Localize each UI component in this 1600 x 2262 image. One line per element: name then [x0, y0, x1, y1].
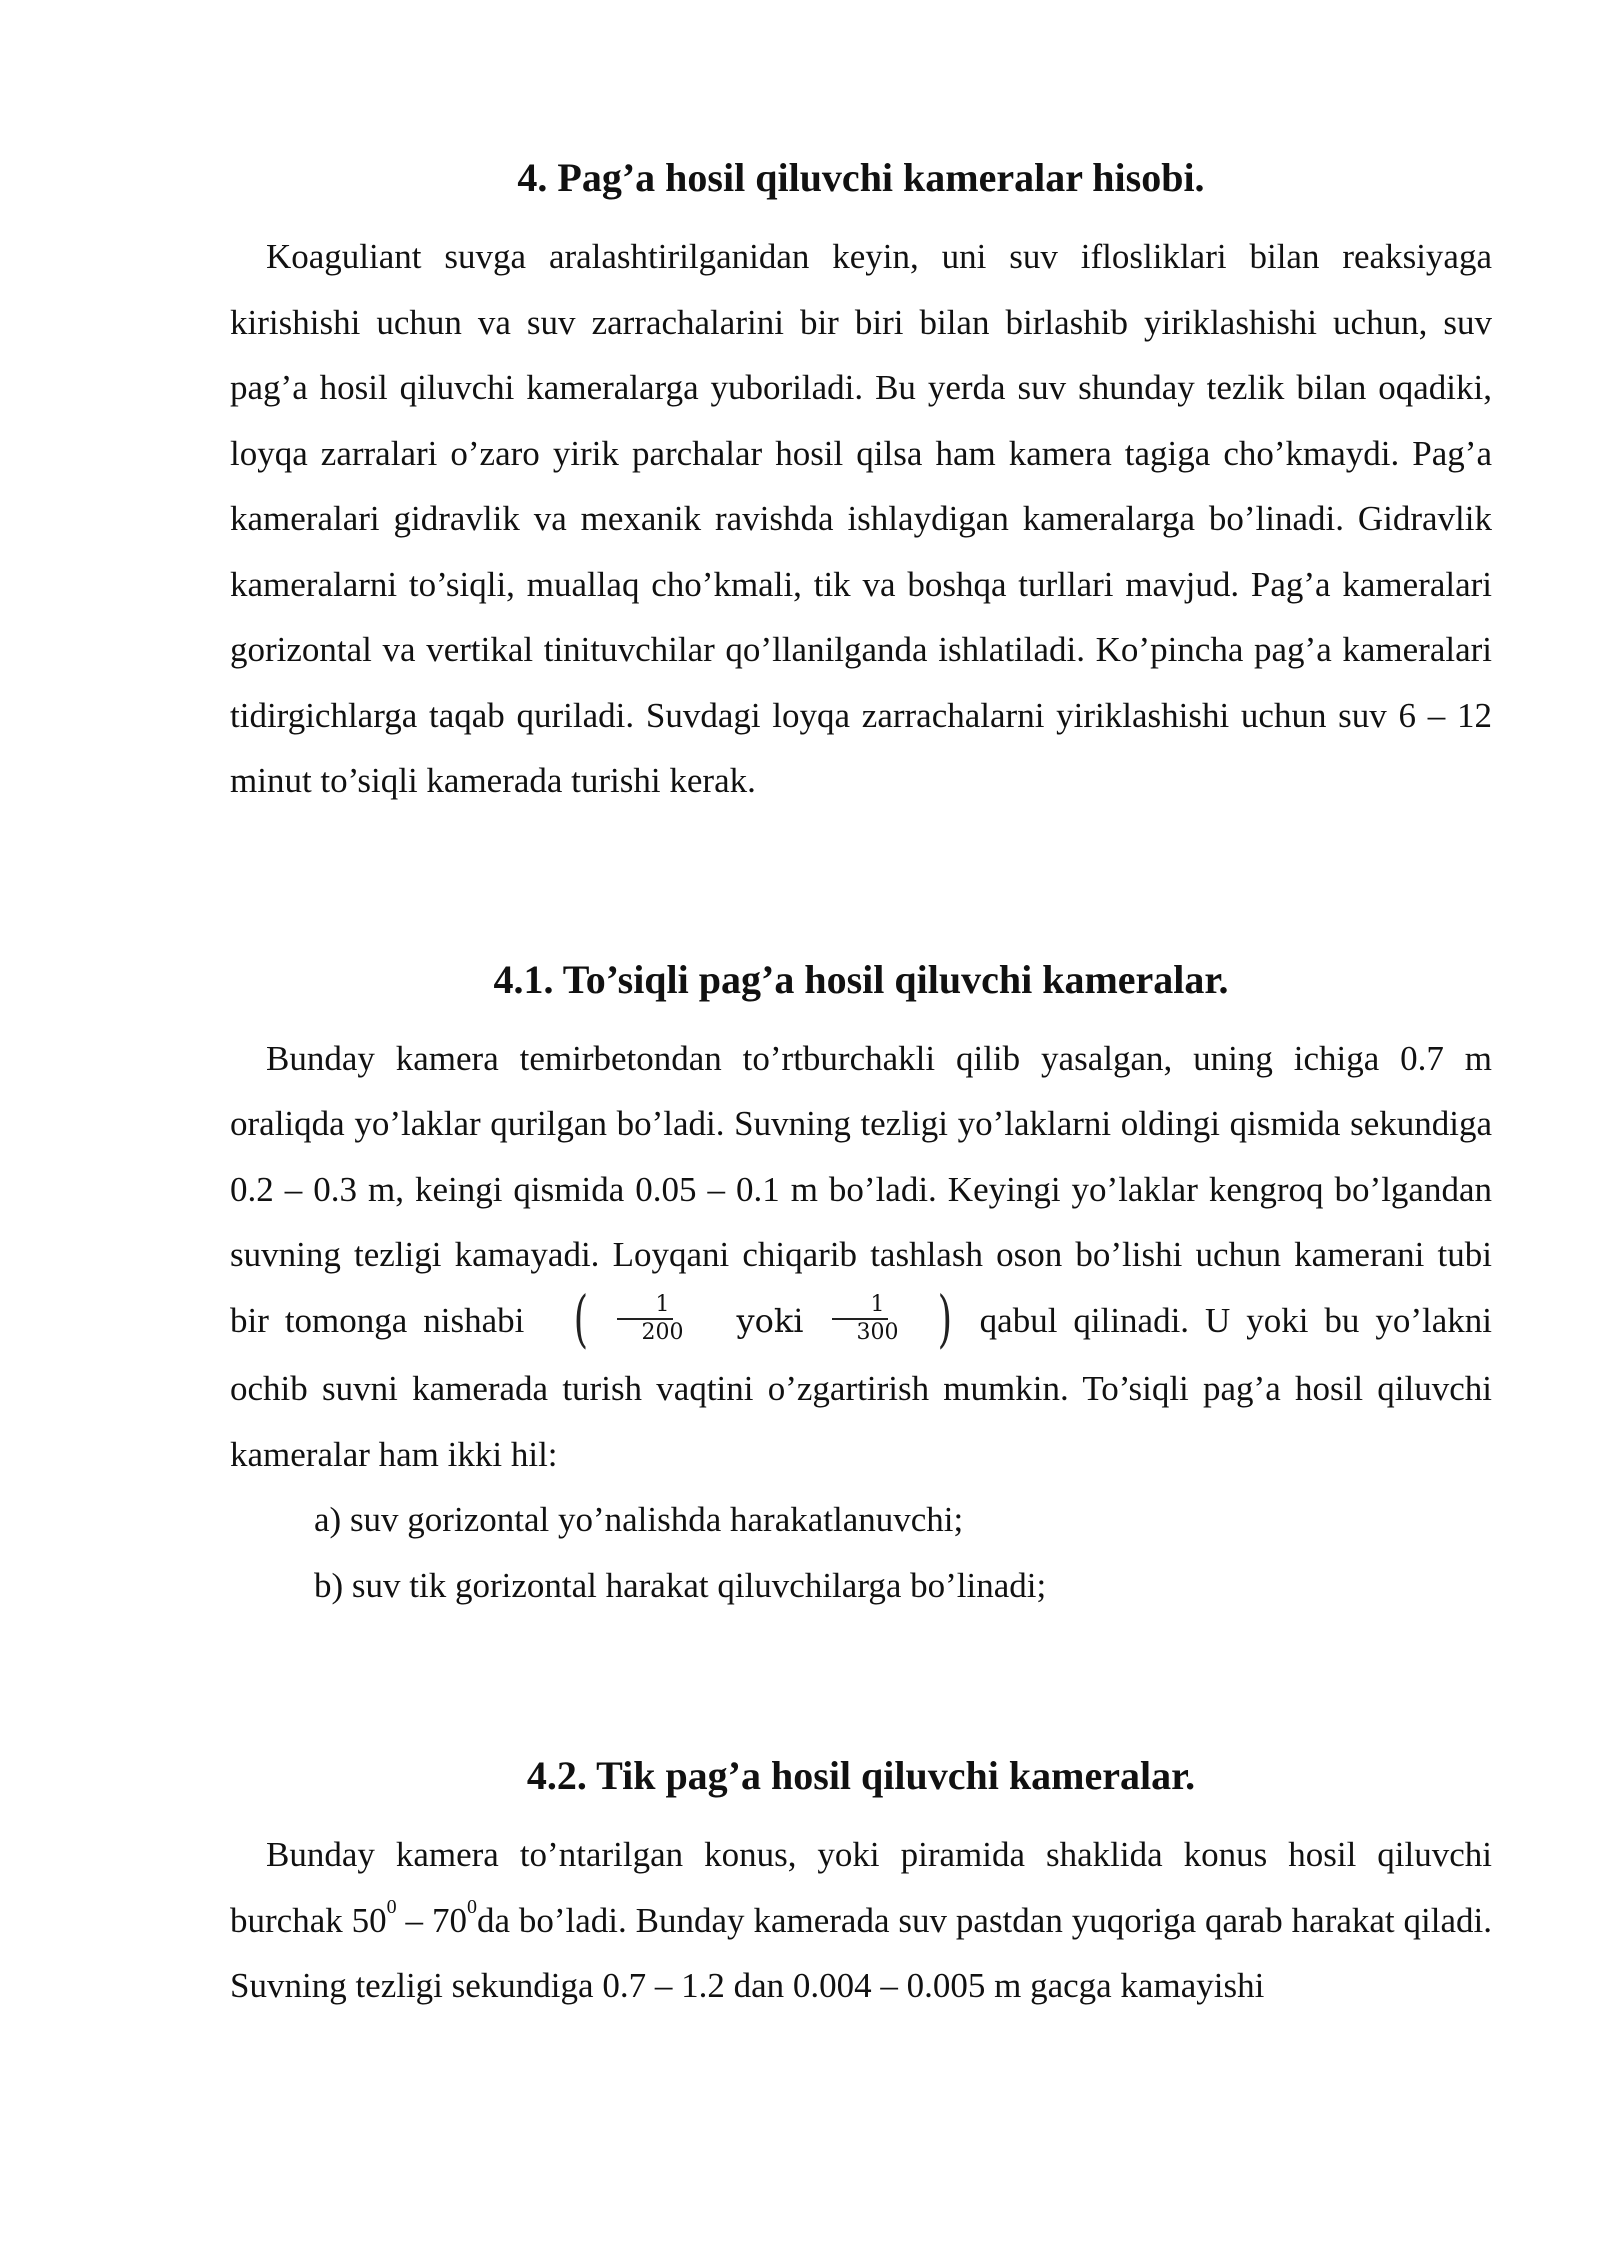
list-item-a: a) suv gorizontal yo’nalishda harakatlanuvchi; [314, 1500, 964, 1540]
degree-superscript-1: 0 [386, 1896, 397, 1919]
section-4-2-text-3: da bo’ladi. Bunday kamerada suv pastdan yuqoriga qarab harakat qiladi. Suvning tezligi sekundiga 0.7 – 1.2 dan 0.004 – 0.005 m gacga kamayishi [230, 1900, 1493, 2006]
right-parenthesis: ) [937, 1282, 952, 1356]
slope-2-numerator: 1 [832, 1292, 888, 1320]
section-4-2-text-2: – 70 [396, 1900, 467, 1940]
slope-or-word: yoki [736, 1301, 804, 1340]
section-4-1-text-after: qabul qilinadi. U yoki bu yo’lakni ochib suvni kamerada turish vaqtini o’zgartirish mumkin. To’siqli pag’a hosil qiluvchi kameralar ham ikki hil: [230, 1300, 1492, 1474]
document-page [230, 150, 1492, 2019]
section-4-2-paragraph [230, 1822, 1492, 2019]
slope-2-denominator: 300 [856, 1320, 899, 1346]
section-spacer [230, 814, 1492, 952]
left-parenthesis: ( [573, 1282, 589, 1356]
slope-fraction-2 [818, 1292, 902, 1346]
slope-expression [540, 1282, 963, 1356]
section-4-2-title: 4.2. Tik pag’a hosil qiluvchi kameralar. [526, 1753, 1196, 1799]
section-4-1-title: 4.1. To’siqli pag’a hosil qiluvchi kameralar. [493, 956, 1229, 1002]
section-4-title: 4. Pag’a hosil qiluvchi kameralar hisobi. [517, 155, 1205, 200]
slope-1-denominator: 200 [641, 1320, 684, 1346]
section-4-1-paragraph [230, 1026, 1492, 1488]
slope-1-numerator: 1 [617, 1292, 673, 1320]
section-4-2-text-1: Bunday kamera to’ntarilgan konus, yoki piramida shaklida konus hosil qiluvchi burchak 50 [230, 1835, 1492, 1940]
section-4-1-text-before: Bunday kamera temirbetondan to’rtburchakli qilib yasalgan, uning ichiga 0.7 m oraliqda yo’laklar qurilgan bo’ladi. Suvning tezligi yo’laklarni oldingi qismida sekundiga 0.2 – 0.3 m, keingi qismida 0.05 – 0.1 m bo’ladi. Keyingi yo’laklar kengroq bo’lgandan suvning tezligi kamayadi. Loyqani chiqarib tashlash oson bo’lishi uchun kamerani tubi bir tomonga nishabi [230, 1038, 1492, 1340]
degree-superscript-2: 0 [466, 1896, 477, 1919]
section-spacer [230, 1618, 1492, 1748]
list-item-b: b) suv tik gorizontal harakat qiluvchilarga bo’linadi; [314, 1565, 1047, 1605]
slope-fraction-1 [603, 1292, 687, 1346]
section-4-paragraph: Koaguliant suvga aralashtirilganidan keyin, uni suv iflosliklari bilan reaksiyaga kirishishi uchun va suv zarrachalarini bir biri bilan birlashib yiriklashishi uchun, suv pag’a hosil qiluvchi kameralarga yuboriladi. Bu yerda suv shunday tezlik bilan oqadiki, loyqa zarralari o’zaro yirik parchalar hosil qilsa ham kamera tagiga cho’kmaydi. Pag’a kameralari gidravlik va mexanik ravishda ishlaydigan kameralarga bo’linadi. Gidravlik kameralarni to’siqli, muallaq cho’kmali, tik va boshqa turllari mavjud. Pag’a kameralari gorizontal va vertikal tinituvchilar qo’llanilganda ishlatiladi. Ko’pincha pag’a kameralari tidirgichlarga taqab quriladi. Suvdagi loyqa zarrachalarni yiriklashishi uchun suv 6 – 12 minut to’siqli kamerada turishi kerak. [230, 237, 1492, 800]
